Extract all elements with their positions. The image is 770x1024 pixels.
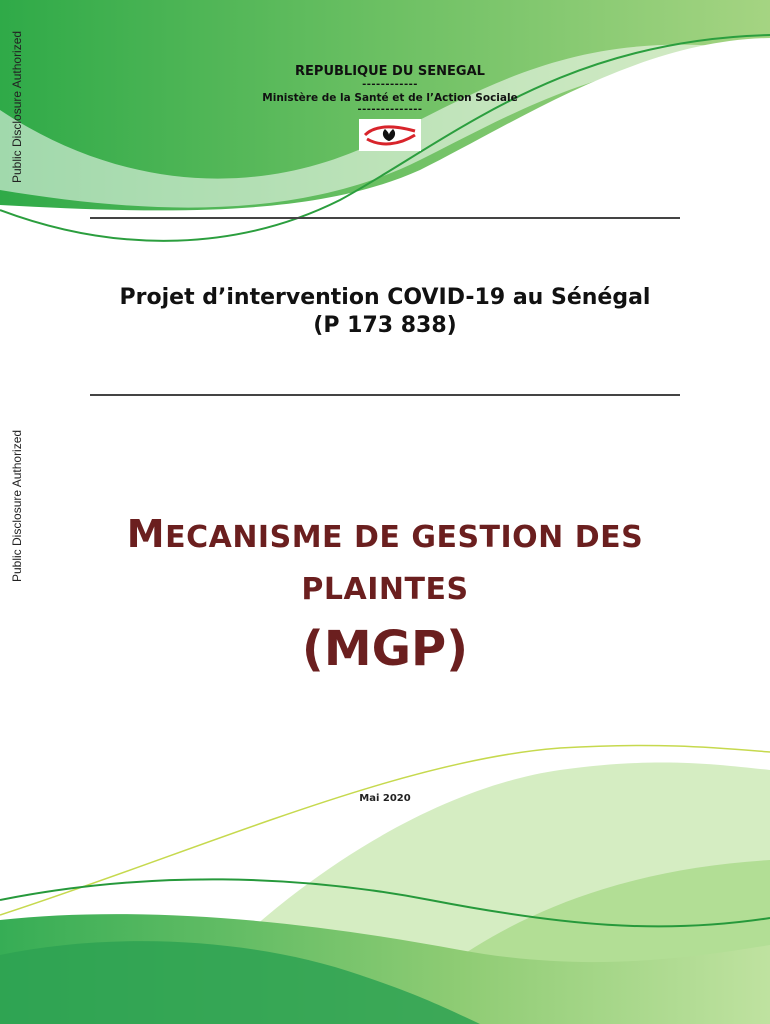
country-name: REPUBLIQUE DU SENEGAL	[295, 64, 485, 79]
ministry-name: Ministère de la Santé et de l’Action Sociale	[262, 92, 518, 104]
project-title	[60, 284, 710, 340]
title-line1	[60, 508, 710, 564]
title-acronym: (MGP)	[301, 621, 469, 677]
header-block	[150, 64, 630, 151]
divider-bottom	[90, 394, 680, 396]
project-title-line1: Projet d’intervention COVID-19 au Sénégal	[119, 285, 651, 310]
title-line2: PLAINTES	[301, 572, 469, 607]
watermark-top: Public Disclosure Authorized	[10, 30, 24, 183]
ministry-logo	[359, 119, 421, 151]
publication-date: Mai 2020	[359, 793, 411, 804]
separator-dashes: ------------	[362, 79, 418, 90]
separator-dashes-2: --------------	[357, 104, 423, 115]
title-first-letter: M	[126, 512, 166, 556]
watermark-middle: Public Disclosure Authorized	[10, 429, 24, 582]
title-line1-rest: ECANISME DE GESTION DES	[165, 520, 644, 555]
divider-top	[90, 217, 680, 219]
project-code: (P 173 838)	[313, 313, 457, 338]
document-title	[60, 508, 710, 680]
